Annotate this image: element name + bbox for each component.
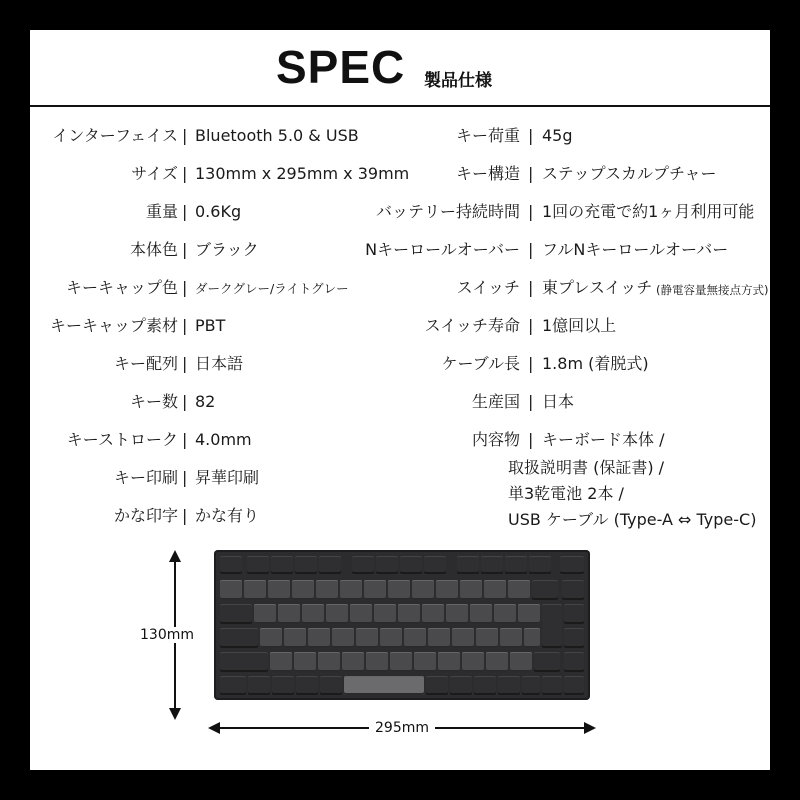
- spec-value: 1.8m (着脱式): [542, 354, 649, 373]
- keycap: [270, 652, 292, 672]
- keycap: [460, 580, 482, 600]
- keycap: [340, 580, 362, 600]
- spec-label: キー構造: [455, 164, 520, 183]
- keycap: [424, 556, 446, 574]
- keycap: [220, 556, 242, 574]
- keycap: [398, 604, 420, 624]
- spec-row-key-load: [410, 126, 770, 146]
- spec-row-cable: [410, 354, 770, 374]
- spec-label: かな印字: [113, 506, 178, 525]
- keycap: [542, 604, 562, 648]
- keycap: [295, 556, 317, 574]
- keycap: [532, 580, 558, 600]
- keycap: [486, 652, 508, 672]
- spec-value: 82: [195, 392, 216, 411]
- spec-value: キーボード本体 /: [542, 430, 665, 449]
- keycap: [332, 628, 354, 648]
- spec-row-key-printing: [30, 468, 410, 488]
- keycap: [508, 580, 530, 600]
- spec-value: 東プレスイッチ: [542, 278, 653, 297]
- keycap: [414, 652, 436, 672]
- keycap: [272, 676, 294, 695]
- spec-label: キー荷重: [455, 126, 520, 145]
- spec-label: サイズ: [131, 164, 178, 183]
- keycap: [302, 604, 324, 624]
- keycap: [438, 652, 460, 672]
- keycap: [510, 652, 532, 672]
- spec-label: キー印刷: [113, 468, 178, 487]
- spec-label: スイッチ: [456, 278, 520, 297]
- keycap: [470, 604, 492, 624]
- spec-label: キー配列: [113, 354, 178, 373]
- spec-value: フルNキーロールオーバー: [542, 240, 729, 259]
- spec-separator: |: [182, 278, 188, 297]
- keycap: [342, 652, 364, 672]
- keycap: [560, 556, 584, 574]
- keycap: [404, 628, 426, 648]
- keycap: [220, 628, 258, 648]
- spec-separator: |: [528, 392, 534, 411]
- spec-separator: |: [182, 164, 188, 183]
- spec-value: 45g: [542, 126, 573, 145]
- spec-label: 重量: [145, 202, 178, 221]
- keycap: [436, 580, 458, 600]
- keycap: [326, 604, 348, 624]
- width-dimension-label: 295mm: [369, 720, 435, 736]
- keycap: [390, 652, 412, 672]
- spec-separator: |: [528, 354, 534, 373]
- spec-value: 4.0mm: [195, 430, 252, 449]
- spec-label: キーストローク: [66, 430, 178, 449]
- keycap: [428, 628, 450, 648]
- spec-separator: |: [182, 202, 188, 221]
- spec-row-country: [410, 392, 770, 412]
- spec-value-line: 取扱説明書 (保証書) /: [508, 458, 665, 477]
- keycap: [268, 580, 290, 600]
- keycap: [244, 580, 266, 600]
- page-title: SPEC: [276, 41, 406, 93]
- keycap: [260, 628, 282, 648]
- spec-row-size: [30, 164, 410, 184]
- spec-label: スイッチ寿命: [424, 316, 520, 335]
- spec-row-interface: [30, 126, 410, 146]
- spec-label: 生産国: [471, 392, 520, 411]
- keycap: [316, 580, 338, 600]
- keycap: [319, 556, 341, 574]
- keycap: [271, 556, 293, 574]
- spec-separator: |: [528, 430, 534, 449]
- keycap: [308, 628, 330, 648]
- height-dimension-label: 130mm: [140, 627, 194, 643]
- spec-label: 本体色: [129, 240, 178, 259]
- spec-note: (静電容量無接点方式): [656, 283, 769, 297]
- keycap: [505, 556, 527, 574]
- keycap: [457, 556, 479, 574]
- spec-separator: |: [182, 468, 188, 487]
- spec-separator: |: [182, 126, 188, 145]
- spec-label: キー数: [129, 392, 178, 411]
- keycap: [350, 604, 372, 624]
- keycap: [376, 556, 398, 574]
- keycap: [474, 676, 496, 695]
- spec-value: 0.6Kg: [195, 202, 242, 221]
- spec-row-body-color: [30, 240, 410, 260]
- spec-label: キーキャップ色: [65, 278, 178, 297]
- keycap: [484, 580, 506, 600]
- keycap: [380, 628, 402, 648]
- spec-separator: |: [528, 202, 534, 221]
- keycap: [220, 580, 242, 600]
- keycap: [320, 676, 342, 695]
- spec-value: 1億回以上: [542, 316, 617, 335]
- keycap: [494, 604, 516, 624]
- spec-value: ブラック: [195, 240, 259, 259]
- keycap: [422, 604, 444, 624]
- keycap: [562, 580, 584, 600]
- keycap: [522, 676, 540, 695]
- keycap: [366, 652, 388, 672]
- spec-separator: |: [182, 506, 188, 525]
- keycap: [388, 580, 410, 600]
- keycap: [446, 604, 468, 624]
- keycap: [318, 652, 340, 672]
- keycap: [462, 652, 484, 672]
- keycap: [564, 604, 584, 624]
- keycap: [564, 676, 584, 695]
- keycap: [364, 580, 386, 600]
- spec-separator: |: [182, 240, 188, 259]
- spec-row-battery: [375, 202, 770, 222]
- spec-value: 日本語: [195, 354, 244, 373]
- spec-label: ケーブル長: [441, 354, 520, 373]
- keycap: [529, 556, 551, 574]
- keycap: [247, 556, 269, 574]
- keyboard-image: [214, 550, 590, 700]
- spec-separator: |: [528, 316, 534, 335]
- keycap: [278, 604, 300, 624]
- keycap: [294, 652, 316, 672]
- keycap: [412, 580, 434, 600]
- keycap: [248, 676, 270, 695]
- spec-separator: |: [182, 430, 188, 449]
- spec-value: 1回の充電で約1ヶ月利用可能: [542, 202, 755, 221]
- keycap: [476, 628, 498, 648]
- keycap: [220, 676, 246, 695]
- spec-value: 日本: [542, 392, 575, 411]
- spec-separator: |: [528, 240, 534, 259]
- spec-separator: |: [528, 164, 534, 183]
- spec-value: かな有り: [195, 506, 260, 525]
- spec-row-keycap-material: [30, 316, 410, 336]
- keycap: [292, 580, 314, 600]
- spec-row-nkro: [365, 240, 770, 260]
- spec-row-kana: [30, 506, 410, 526]
- keycap: [498, 676, 520, 695]
- spec-value: Bluetooth 5.0 & USB: [195, 126, 359, 145]
- spacebar: [344, 676, 424, 695]
- keycap: [564, 652, 584, 672]
- page-subtitle: 製品仕様: [424, 71, 492, 91]
- keycap: [220, 604, 252, 624]
- keycap: [296, 676, 318, 695]
- keycap: [400, 556, 422, 574]
- spec-panel: [30, 30, 770, 770]
- spec-value: 昇華印刷: [195, 468, 260, 487]
- spec-separator: |: [182, 316, 188, 335]
- spec-label: インターフェイス: [52, 126, 178, 145]
- spec-value: ダークグレー/ライトグレー: [195, 281, 349, 296]
- spec-row-switch-life: [410, 316, 770, 336]
- spec-value-line: 単3乾電池 2本 /: [508, 484, 624, 503]
- spec-label: Nキーロールオーバー: [365, 240, 520, 259]
- spec-row-keycap-color: [30, 278, 410, 298]
- keycap: [352, 556, 374, 574]
- spec-row-key-count: [30, 392, 410, 412]
- spec-row-key-layout: [30, 354, 410, 374]
- spec-row-key-structure: [410, 164, 770, 184]
- spec-label: キーキャップ素材: [49, 316, 178, 335]
- keycap: [534, 652, 560, 672]
- spec-separator: |: [182, 354, 188, 373]
- keycap: [450, 676, 472, 695]
- keycap: [481, 556, 503, 574]
- spec-value-line: USB ケーブル (Type-A ⇔ Type-C): [508, 510, 757, 529]
- title-row: [30, 30, 770, 106]
- keycap: [284, 628, 306, 648]
- keycap: [542, 676, 562, 695]
- keycap: [564, 628, 584, 648]
- keycap: [518, 604, 540, 624]
- spec-row-keystroke: [30, 430, 410, 450]
- spec-row-contents: [410, 430, 770, 550]
- spec-separator: |: [182, 392, 188, 411]
- keycap: [500, 628, 522, 648]
- spec-label: 内容物: [471, 430, 520, 449]
- spec-value: PBT: [195, 316, 226, 335]
- keycap: [220, 652, 268, 672]
- keycap: [254, 604, 276, 624]
- keycap: [356, 628, 378, 648]
- spec-label: バッテリー持続時間: [375, 202, 520, 221]
- keycap: [426, 676, 448, 695]
- spec-value: 130mm x 295mm x 39mm: [195, 164, 410, 183]
- keycap: [452, 628, 474, 648]
- keycap: [524, 628, 540, 648]
- spec-row-switch: [410, 278, 770, 298]
- keycap: [374, 604, 396, 624]
- spec-separator: |: [528, 126, 534, 145]
- title-divider: [30, 105, 770, 107]
- spec-value: ステップスカルプチャー: [542, 164, 717, 183]
- spec-row-weight: [30, 202, 410, 222]
- spec-separator: |: [528, 278, 534, 297]
